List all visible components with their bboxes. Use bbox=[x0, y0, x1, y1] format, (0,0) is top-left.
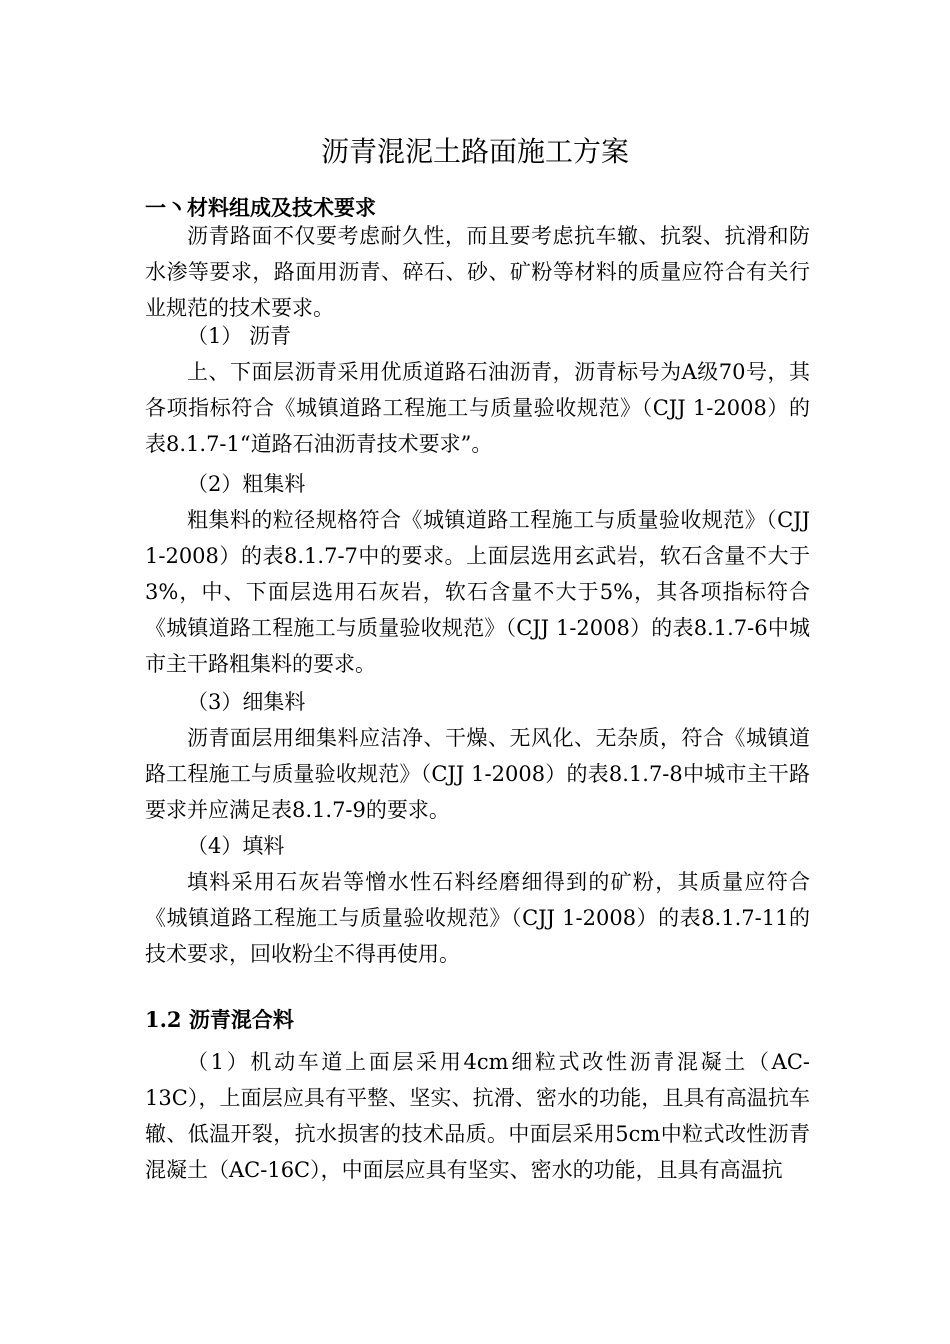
item-text-asphalt: 上、下面层沥青采用优质道路石油沥青，沥青标号为A级70号，其各项指标符合《城镇道路工程施工与质量验收规范》（CJJ 1-2008）的表8.1.7-1“道路石油沥青技术要求”。 bbox=[145, 360, 810, 456]
paragraph-intro: 沥青路面不仅要考虑耐久性，而且要考虑抗车辙、抗裂、抗滑和防水渗等要求，路面用沥青、碎石、砂、矿粉等材料的质量应符合有关行业规范的技术要求。 bbox=[145, 224, 810, 320]
section-heading-asphalt-mixture: 1.2 沥青混合料 bbox=[145, 1007, 294, 1032]
paragraph-asphalt-mixture: （1）机动车道上面层采用4cm细粒式改性沥青混凝土（AC-13C），上面层应具有平整、坚实、抗滑、密水的功能，且具有高温抗车辙、低温开裂，抗水损害的技术品质。中面层采用5cm中粒式改性沥青混凝土（AC-16C），中面层应具有坚实、密水的功能，且具有高温抗 bbox=[145, 1050, 810, 1182]
item-label-fine-aggregate: （3）细集料 bbox=[187, 690, 306, 714]
item-text-fine-aggregate: 沥青面层用细集料应洁净、干燥、无风化、无杂质，符合《城镇道路工程施工与质量验收规范》（CJJ 1-2008）的表8.1.7-8中城市主干路要求并应满足表8.1.7-9的要求。 bbox=[145, 726, 810, 822]
section-heading-materials: 一丶材料组成及技术要求 bbox=[145, 195, 376, 220]
item-label-coarse-aggregate: （2）粗集料 bbox=[187, 472, 306, 496]
item-text-filler: 填料采用石灰岩等憎水性石料经磨细得到的矿粉，其质量应符合《城镇道路工程施工与质量验收规范》（CJJ 1-2008）的表8.1.7-11的技术要求，回收粉尘不得再使用。 bbox=[145, 870, 810, 966]
item-label-filler: （4）填料 bbox=[187, 834, 285, 858]
document-title: 沥青混泥土路面施工方案 bbox=[320, 135, 629, 168]
item-text-coarse-aggregate: 粗集料的粒径规格符合《城镇道路工程施工与质量验收规范》（CJJ 1-2008）的表8.1.7-7中的要求。上面层选用玄武岩，软石含量不大于3%，中、下面层选用石灰岩，软石含量不大于5%，其各项指标符合《城镇道路工程施工与质量验收规范》（CJJ 1-2008）的表8.1.7-6中城市主干路粗集料的要求。 bbox=[145, 508, 810, 676]
item-label-asphalt: （1） 沥青 bbox=[187, 324, 292, 348]
